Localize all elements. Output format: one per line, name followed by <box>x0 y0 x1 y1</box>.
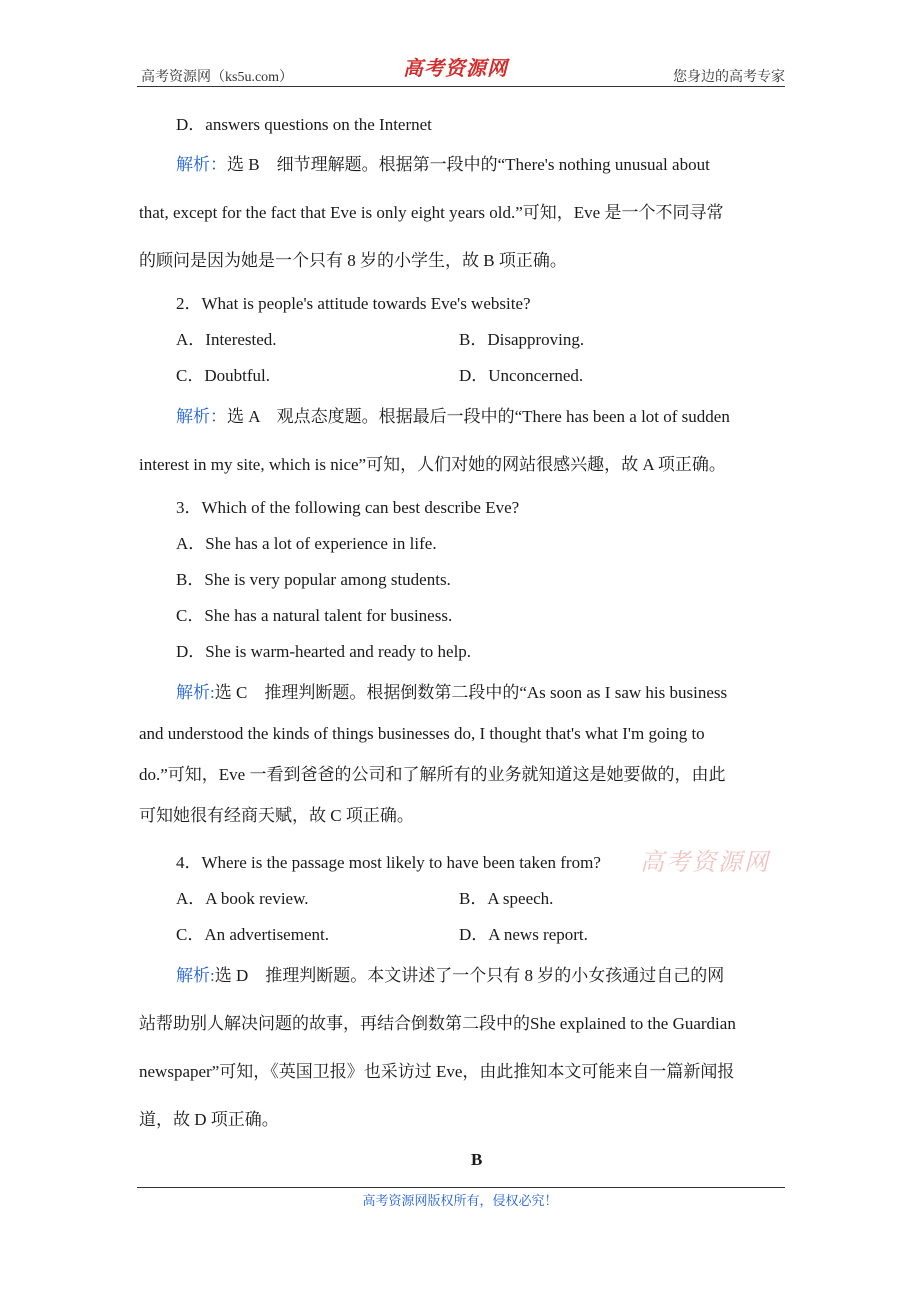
analysis-text: 选 B 细节理解题。根据第一段中的“There's nothing unusual about <box>227 155 710 174</box>
q4-option-d: D．A news report. <box>459 925 588 944</box>
analysis-text: 选 D 推理判断题。本文讲述了一个只有 8 岁的小女孩通过自己的网 <box>214 966 725 985</box>
q4-question: 4．Where is the passage most likely to have been taken from? <box>176 853 601 872</box>
analysis-text: 道，故 D 项正确。 <box>139 1110 279 1129</box>
analysis-text: that, except for the fact that Eve is only eight years old.”可知，Eve 是一个不同寻常 <box>139 203 724 222</box>
q2-question: 2．What is people's attitude towards Eve's website? <box>176 294 531 313</box>
analysis-text: newspaper”可知，《英国卫报》也采访过 Eve，由此推知本文可能来自一篇新闻报 <box>139 1062 735 1081</box>
analysis-text: 可知她很有经商天赋，故 C 项正确。 <box>139 806 414 825</box>
analysis-label: 解析: <box>176 966 215 985</box>
q2-option-a: A．Interested. <box>176 330 277 349</box>
q4-option-b: B．A speech. <box>459 889 554 908</box>
header-logo: 高考资源网 <box>403 58 508 80</box>
analysis-label: 解析： <box>176 407 227 426</box>
analysis-text: do.”可知，Eve 一看到爸爸的公司和了解所有的业务就知道这是她要做的，由此 <box>139 765 726 784</box>
analysis-label: 解析： <box>176 155 227 174</box>
q4-option-a: A．A book review. <box>176 889 309 908</box>
footer-divider <box>137 1187 785 1188</box>
q4-analysis <box>139 952 781 1144</box>
q2-analysis <box>139 393 781 489</box>
analysis-text: interest in my site, which is nice”可知，人们对她的网站很感兴趣，故 A 项正确。 <box>139 455 726 474</box>
q2-option-d: D．Unconcerned. <box>459 366 584 385</box>
q3-option-b: B．She is very popular among students. <box>176 570 451 589</box>
q3-option-d: D．She is warm-hearted and ready to help. <box>176 642 472 661</box>
analysis-label: 解析: <box>176 683 215 702</box>
q2-option-b: B．Disapproving. <box>459 330 585 349</box>
header-slogan: 您身边的高考专家 <box>673 70 785 85</box>
q1-option-d: D．answers questions on the Internet <box>176 115 432 134</box>
q4-option-c: C．An advertisement. <box>176 925 329 944</box>
page-footer: 高考资源网版权所有，侵权必究！ <box>362 1193 558 1208</box>
header-site-name: 高考资源网（ks5u.com） <box>141 70 294 85</box>
analysis-text: 站帮助别人解决问题的故事，再结合倒数第二段中的She explained to the Guardian <box>139 1014 736 1033</box>
q2-option-c: C．Doubtful. <box>176 366 270 385</box>
watermark-logo: 高考资源网 <box>640 850 770 876</box>
page-header <box>137 52 785 87</box>
q3-option-c: C．She has a natural talent for business. <box>176 606 453 625</box>
analysis-text: and understood the kinds of things businesses do, I thought that's what I'm going to <box>139 724 705 743</box>
analysis-text: 选 C 推理判断题。根据倒数第二段中的“As soon as I saw his business <box>214 683 728 702</box>
q3-option-a: A．She has a lot of experience in life. <box>176 534 437 553</box>
q1-analysis <box>139 141 781 285</box>
analysis-text: 选 A 观点态度题。根据最后一段中的“There has been a lot of sudden <box>227 407 730 426</box>
q3-question: 3．Which of the following can best describe Eve? <box>176 498 520 517</box>
section-label: B <box>471 1150 483 1169</box>
analysis-text: 的顾问是因为她是一个只有 8 岁的小学生，故 B 项正确。 <box>139 251 567 270</box>
q3-analysis <box>139 672 781 836</box>
